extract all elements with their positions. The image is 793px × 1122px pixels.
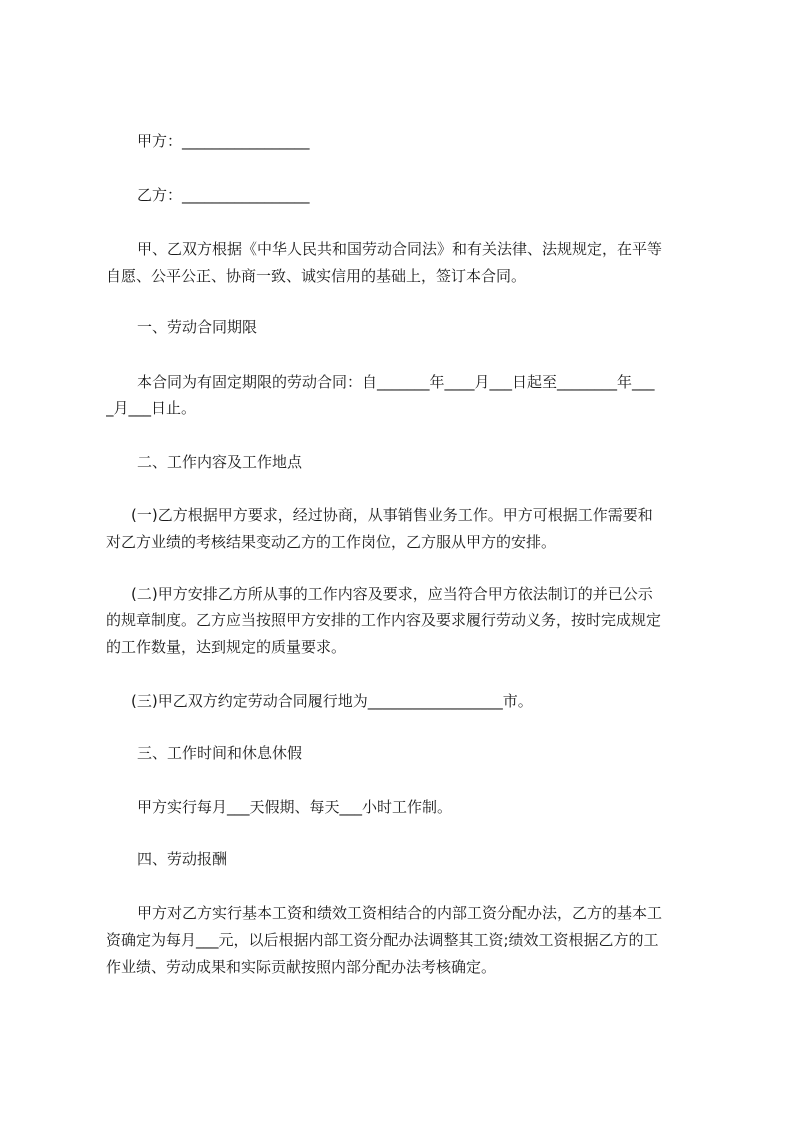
section3-title: 三、工作时间和休息休假: [137, 744, 303, 762]
section2-item1-line-2: 对乙方业绩的考核结果变动乙方的工作岗位，乙方服从甲方的安排。: [106, 533, 557, 551]
section2-item1-line-1: (一)乙方根据甲方要求，经过协商，从事销售业务工作。甲方可根据工作需要和: [131, 506, 653, 524]
intro-line-2: 自愿、公平公正、协商一致、诚实信用的基础上，签订本合同。: [106, 267, 527, 285]
section2-item3-line: (三)甲乙双方约定劳动合同履行地为__________________市。: [131, 692, 533, 710]
section2-item2-line-3: 的工作数量，达到规定的质量要求。: [106, 638, 347, 656]
section2-item2-line-2: 的规章制度。乙方应当按照甲方安排的工作内容及要求履行劳动义务，按时完成规定: [106, 611, 662, 629]
section1-line-2: _月___日止。: [106, 399, 197, 417]
section1-title: 一、劳动合同期限: [137, 318, 258, 336]
section2-title: 二、工作内容及工作地点: [137, 453, 303, 471]
section2-item2-line-1: (二)甲方安排乙方所从事的工作内容及要求，应当符合甲方依法制订的并已公示: [131, 585, 653, 603]
intro-line-1: 甲、乙双方根据《中华人民共和国劳动合同法》和有关法律、法规规定，在平等: [137, 240, 663, 258]
party-a-line: 甲方：_________________: [137, 132, 310, 150]
section4-line-3: 作业绩、劳动成果和实际贡献按照内部分配办法考核确定。: [106, 958, 497, 976]
party-b-line: 乙方：_________________: [137, 186, 310, 204]
section3-body: 甲方实行每月___天假期、每天___小时工作制。: [137, 798, 453, 816]
section4-line-1: 甲方对乙方实行基本工资和绩效工资相结合的内部工资分配办法，乙方的基本工: [137, 904, 663, 922]
section4-line-2: 资确定为每月___元，以后根据内部工资分配办法调整其工资;绩效工资根据乙方的工: [106, 931, 659, 949]
section4-title: 四、劳动报酬: [137, 850, 228, 868]
section1-line-1: 本合同为有固定期限的劳动合同：自_______年____月___日起至________年___: [137, 373, 655, 391]
